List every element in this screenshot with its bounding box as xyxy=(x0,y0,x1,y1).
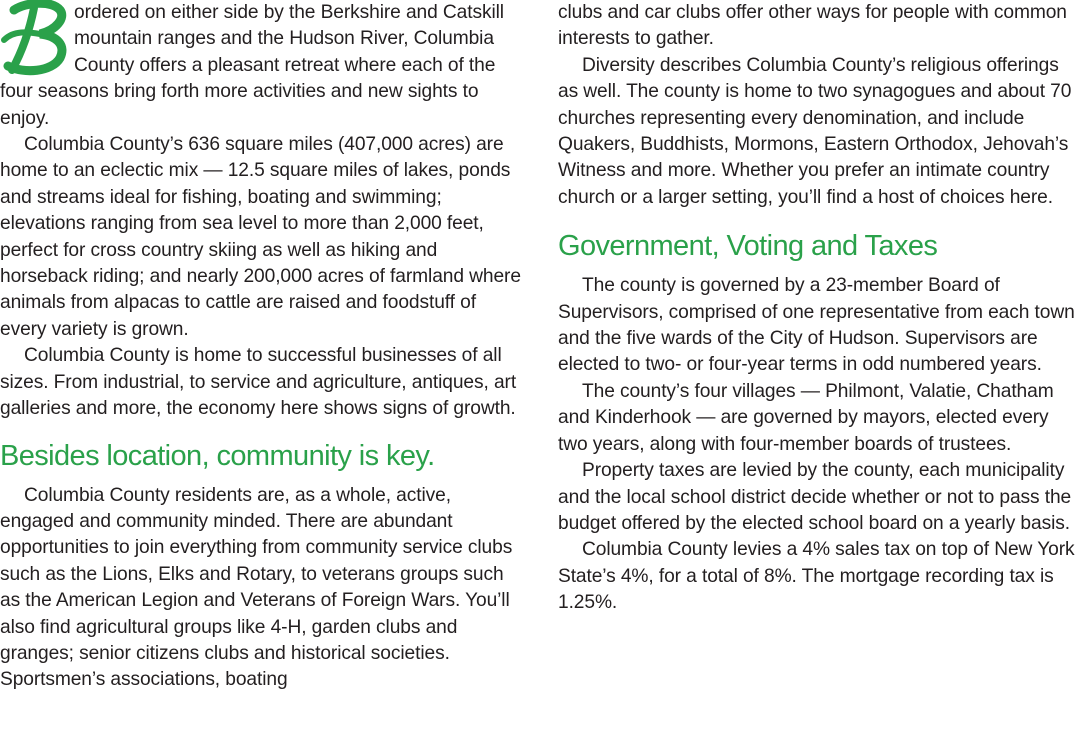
dropcap-b-icon xyxy=(0,0,70,76)
paragraph-land: Columbia County’s 636 square miles (407,000 acres) are home to an eclectic mix — 12.5 square miles of lakes, ponds and streams ideal for fishing, boating and swimming; elevations ranging from sea level to more than 2,000 feet, perfect for cross country skiing as well as hiking and horseback riding; and nearly 200,000 acres of farmland where animals from alpacas to cattle are raised and foodstuff of every variety is grown. xyxy=(0,134,521,340)
section-heading-government: Government, Voting and Taxes xyxy=(558,230,938,263)
paragraph-sales-tax: Columbia County levies a 4% sales tax on top of New York State’s 4%, for a total of 8%. The mortgage recording tax is 1.25%. xyxy=(558,539,1075,614)
paragraph-business: Columbia County is home to successful businesses of all sizes. From industrial, to service and agriculture, antiques, art galleries and more, the economy here shows signs of growth. xyxy=(0,345,517,420)
left-column xyxy=(0,0,522,694)
intro-paragraph: ordered on either side by the Berkshire and Catskill mountain ranges and the Hudson River, Columbia County offers a pleasant retreat where each of the four seasons bring forth more activities and new sights to enjoy. xyxy=(0,2,504,129)
paragraph-community: Columbia County residents are, as a whole, active, engaged and community minded. There are abundant opportunities to join everything from community service clubs such as the Lions, Elks and Rotary, to veterans groups such as the American Legion and Veterans of Foreign Wars. You’ll also find agricultural groups like 4-H, garden clubs and granges; senior citizens clubs and historical societies. Sportsmen’s associations, boating xyxy=(0,484,513,691)
paragraph-property-tax: Property taxes are levied by the county, each municipality and the local school district decide whether or not to pass the budget offered by the elected school board on a yearly basis. xyxy=(558,460,1072,534)
section-heading-community: Besides location, community is key. xyxy=(0,439,435,472)
right-column xyxy=(558,0,1078,617)
paragraph-board: The county is governed by a 23-member Board of Supervisors, comprised of one representative from each town and the five wards of the City of Hudson. Supervisors are elected to two- or four-year terms in odd numbered years. xyxy=(558,275,1075,376)
paragraph-religion: Diversity describes Columbia County’s religious offerings as well. The county is home to two synagogues and about 70 churches representing every denomination, and include Quakers, Buddhists, Mormons, Eastern Orthodox, Jehovah’s Witness and more. Whether you prefer an intimate country church or a larger setting, you’ll find a host of choices here. xyxy=(558,54,1072,208)
paragraph-villages: The county’s four villages — Philmont, Valatie, Chatham and Kinderhook — are governed by mayors, elected every two years, along with four-member boards of trustees. xyxy=(558,380,1054,455)
paragraph-continued: clubs and car clubs offer other ways for people with common interests to gather. xyxy=(558,2,1067,50)
